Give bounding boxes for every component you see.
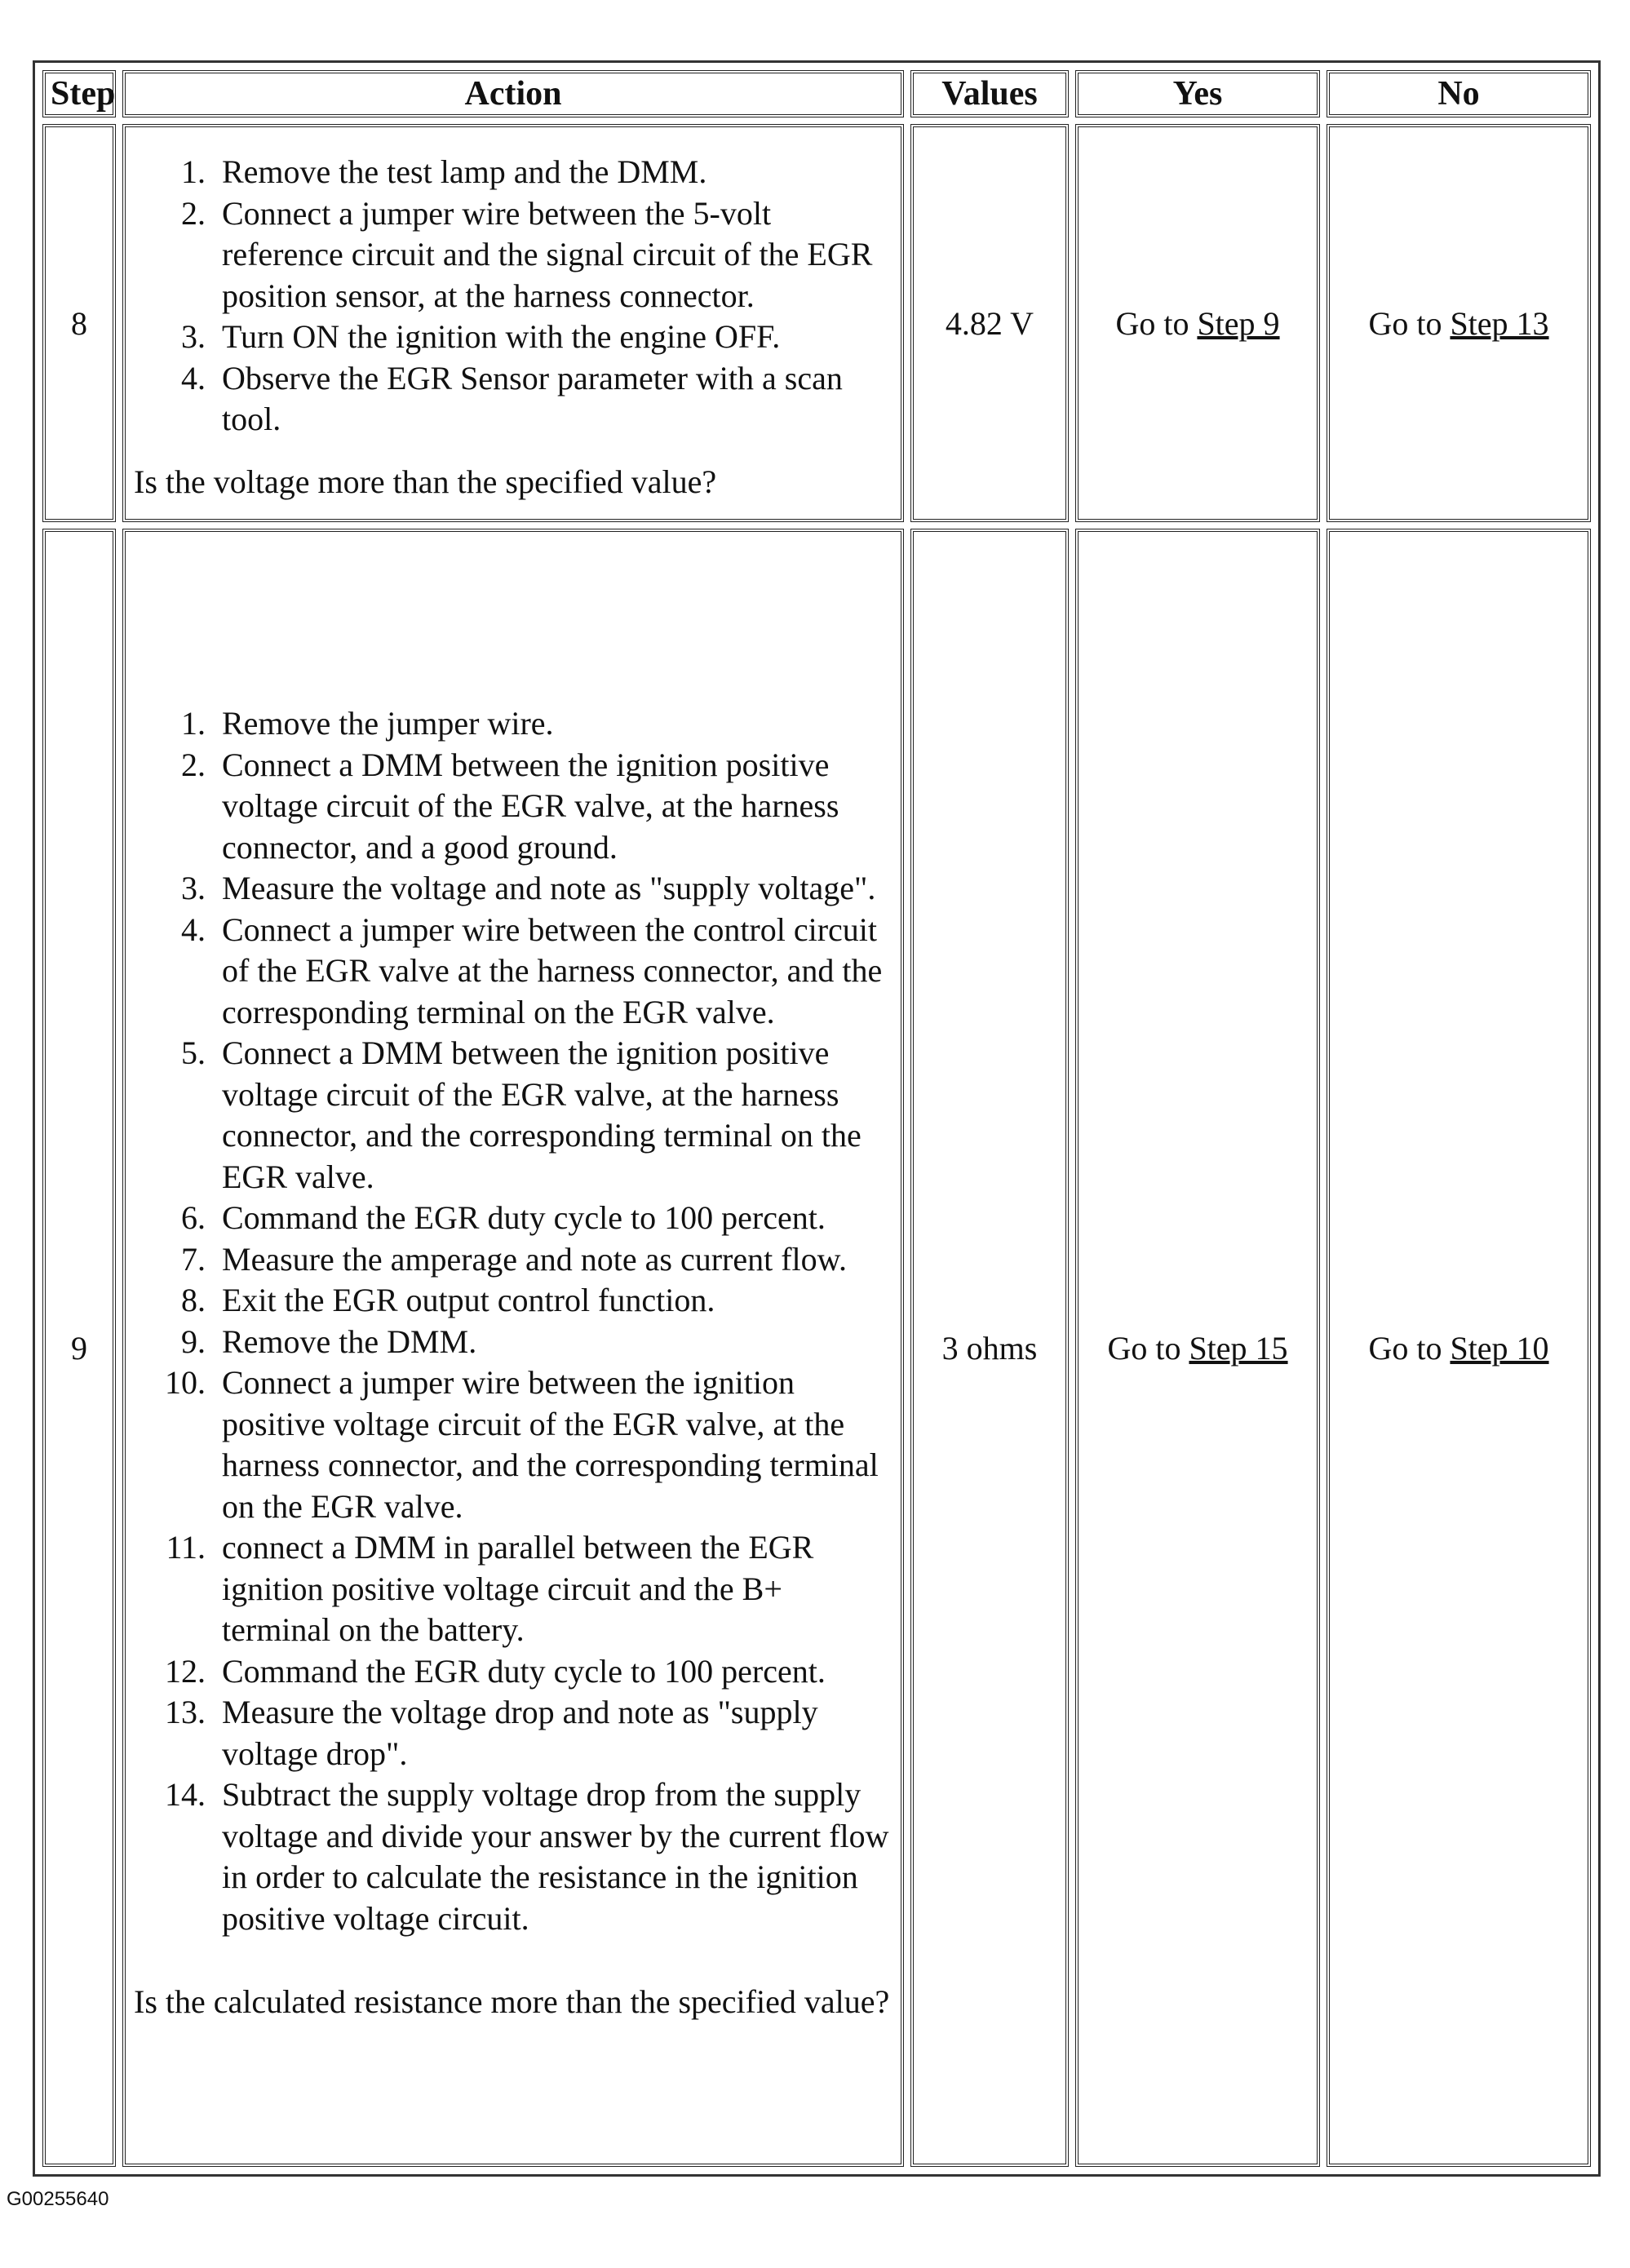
list-item: 3. Turn ON the ignition with the engine OFF. bbox=[181, 318, 781, 355]
header-no: No bbox=[1327, 70, 1591, 117]
header-values: Values bbox=[910, 70, 1069, 117]
action-cell bbox=[122, 124, 904, 522]
list-item: 1. Remove the jumper wire. bbox=[181, 705, 554, 742]
list-item: 8. Exit the EGR output control function. bbox=[181, 1282, 715, 1319]
goto-step-link[interactable]: Step 13 bbox=[1450, 304, 1549, 342]
goto-step-link[interactable]: Step 9 bbox=[1197, 304, 1280, 342]
list-item: 6. Command the EGR duty cycle to 100 percent. bbox=[181, 1199, 826, 1237]
header-row bbox=[42, 70, 1591, 117]
list-item: 11. connect a DMM in parallel between the EGR ignition positive voltage circuit and the B+ terminal on the battery. bbox=[166, 1529, 814, 1649]
list-item: 5. Connect a DMM between the ignition positive voltage circuit of the EGR valve, at the harness connector, and the corresponding terminal on the EGR valve. bbox=[181, 1034, 862, 1195]
figure-id: G00255640 bbox=[7, 2188, 109, 2210]
list-item: 4. Connect a jumper wire between the control circuit of the EGR valve at the harness connector, and the corresponding terminal on the EGR valve. bbox=[181, 910, 883, 1030]
table-row-step-9 bbox=[42, 529, 1591, 2167]
diagnostic-table bbox=[36, 64, 1597, 2173]
list-item: 2. Connect a DMM between the ignition positive voltage circuit of the EGR valve, at the harness connector, and a good ground. bbox=[181, 746, 839, 866]
yes-cell: Go to Step 9 bbox=[1075, 124, 1320, 522]
action-list bbox=[134, 152, 893, 441]
list-item: 1. Remove the test lamp and the DMM. bbox=[181, 153, 707, 190]
header-step: Step bbox=[42, 70, 116, 117]
goto-step-link[interactable]: Step 15 bbox=[1189, 1329, 1288, 1367]
header-action: Action bbox=[122, 70, 904, 117]
header-yes: Yes bbox=[1075, 70, 1320, 117]
spec-value: 3 ohms bbox=[910, 529, 1069, 2167]
yes-cell: Go to Step 15 bbox=[1075, 529, 1320, 2167]
list-item: 13. Measure the voltage drop and note as "supply voltage drop". bbox=[165, 1694, 818, 1772]
list-item: 14. Subtract the supply voltage drop from the supply voltage and divide your answer by the current flow in order to calculate the resistance in the ignition positive voltage circuit. bbox=[165, 1776, 889, 1937]
no-cell: Go to Step 13 bbox=[1327, 124, 1591, 522]
question-text: Is the voltage more than the specified value? bbox=[134, 463, 717, 500]
goto-step-link[interactable]: Step 10 bbox=[1450, 1329, 1549, 1367]
list-item: 3. Measure the voltage and note as "supply voltage". bbox=[181, 870, 876, 907]
step-number: 8 bbox=[42, 124, 116, 522]
list-item: 2. Connect a jumper wire between the 5-volt reference circuit and the signal circuit of the EGR position sensor, at the harness connector. bbox=[181, 194, 873, 314]
no-cell: Go to Step 10 bbox=[1327, 529, 1591, 2167]
list-item: 7. Measure the amperage and note as current flow. bbox=[181, 1240, 847, 1278]
spec-value: 4.82 V bbox=[910, 124, 1069, 522]
question-text: Is the calculated resistance more than the specified value? bbox=[134, 1983, 890, 2021]
list-item: 9. Remove the DMM. bbox=[181, 1322, 477, 1360]
step-number: 9 bbox=[42, 529, 116, 2167]
list-item: 10. Connect a jumper wire between the ignition positive voltage circuit of the EGR valve, at the harness connector, and the corresponding terminal on the EGR valve. bbox=[165, 1364, 879, 1525]
list-item: 4. Observe the EGR Sensor parameter with a scan tool. bbox=[181, 359, 843, 437]
table-row-step-8 bbox=[42, 124, 1591, 522]
list-item: 12. Command the EGR duty cycle to 100 percent. bbox=[165, 1652, 826, 1690]
action-cell bbox=[122, 529, 904, 2167]
action-list bbox=[134, 703, 893, 1939]
